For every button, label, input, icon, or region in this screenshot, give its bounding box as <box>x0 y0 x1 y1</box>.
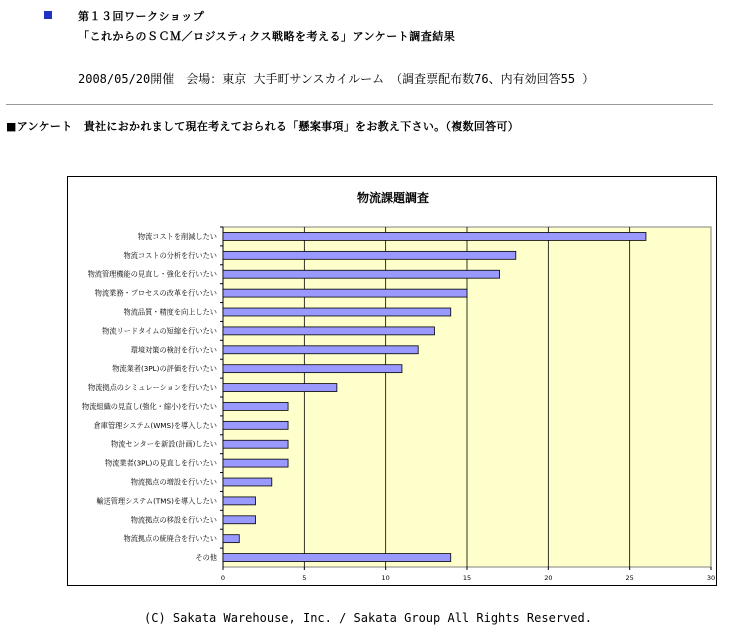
category-label: 物流組織の見直し(強化・縮小)を行いたい <box>82 401 217 411</box>
category-label: 物流拠点の増設を行いたい <box>130 477 217 487</box>
bar <box>223 346 418 354</box>
category-label: 物流コストを削減したい <box>137 231 217 241</box>
bar <box>223 459 288 467</box>
bar <box>223 478 272 486</box>
bar <box>223 327 434 335</box>
x-tick-label: 0 <box>220 574 226 582</box>
category-label: 物流業務・プロセスの改革を行いたい <box>94 288 217 298</box>
bar <box>223 440 288 448</box>
category-label: 物流コストの分析を行いたい <box>123 250 217 260</box>
bar <box>223 554 451 562</box>
survey-question: ■アンケート 貴社におかれまして現在考えておられる「懸案事項」をお教え下さい。（複数回答可） <box>6 120 520 133</box>
category-label: その他 <box>195 553 217 563</box>
bar <box>223 497 256 505</box>
divider <box>6 104 713 105</box>
x-tick-label: 20 <box>544 574 553 582</box>
category-label: 物流品質・精度を向上したい <box>123 307 217 317</box>
category-label: 倉庫管理システム(WMS)を導入したい <box>93 420 217 430</box>
bar <box>223 251 516 259</box>
category-label: 物流業者(3PL)の見直しを行いたい <box>105 458 217 468</box>
bar <box>223 365 402 373</box>
category-label: 輸送管理システム(TMS)を導入したい <box>96 496 217 506</box>
bar <box>223 232 646 240</box>
x-tick-label: 10 <box>381 574 390 582</box>
bar <box>223 308 451 316</box>
bar <box>223 402 288 410</box>
bar <box>223 289 467 297</box>
x-tick-label: 15 <box>462 574 472 582</box>
category-label: 物流管理機能の見直し・強化を行いたい <box>87 269 217 279</box>
category-label: 物流業者(3PL)の評価を行いたい <box>112 364 217 374</box>
chart-title: 物流課題調査 <box>356 191 430 205</box>
event-info: 2008/05/20開催 会場：東京 大手町サンスカイルーム （調査票配布数76、内有効回答55 ） <box>78 72 595 86</box>
category-label: 物流拠点の統廃合を行いたい <box>123 534 217 544</box>
category-label: 物流拠点のシミュレーションを行いたい <box>88 383 217 393</box>
title-bullet-icon <box>44 11 52 19</box>
bar <box>223 384 337 392</box>
bar <box>223 535 239 543</box>
category-label: 物流センターを新設(計画)したい <box>111 439 217 449</box>
chart-frame <box>67 176 717 586</box>
page-title: 第１３回ワークショップ <box>78 10 205 23</box>
bar <box>223 516 256 524</box>
category-label: 環境対策の検討を行いたい <box>130 345 217 355</box>
x-tick-label: 25 <box>625 574 634 582</box>
bar <box>223 270 500 278</box>
category-label: 物流リードタイムの短縮を行いたい <box>102 326 217 336</box>
copyright-footer: (C) Sakata Warehouse, Inc. / Sakata Group All Rights Reserved. <box>144 611 592 625</box>
x-tick-label: 5 <box>302 574 307 582</box>
category-label: 物流拠点の移設を行いたい <box>130 515 217 525</box>
bar-chart <box>68 177 716 585</box>
bar <box>223 421 288 429</box>
page-subtitle: 「これからのＳＣＭ／ロジスティクス戦略を考える」アンケート調査結果 <box>78 30 456 43</box>
x-tick-label: 30 <box>706 574 716 582</box>
